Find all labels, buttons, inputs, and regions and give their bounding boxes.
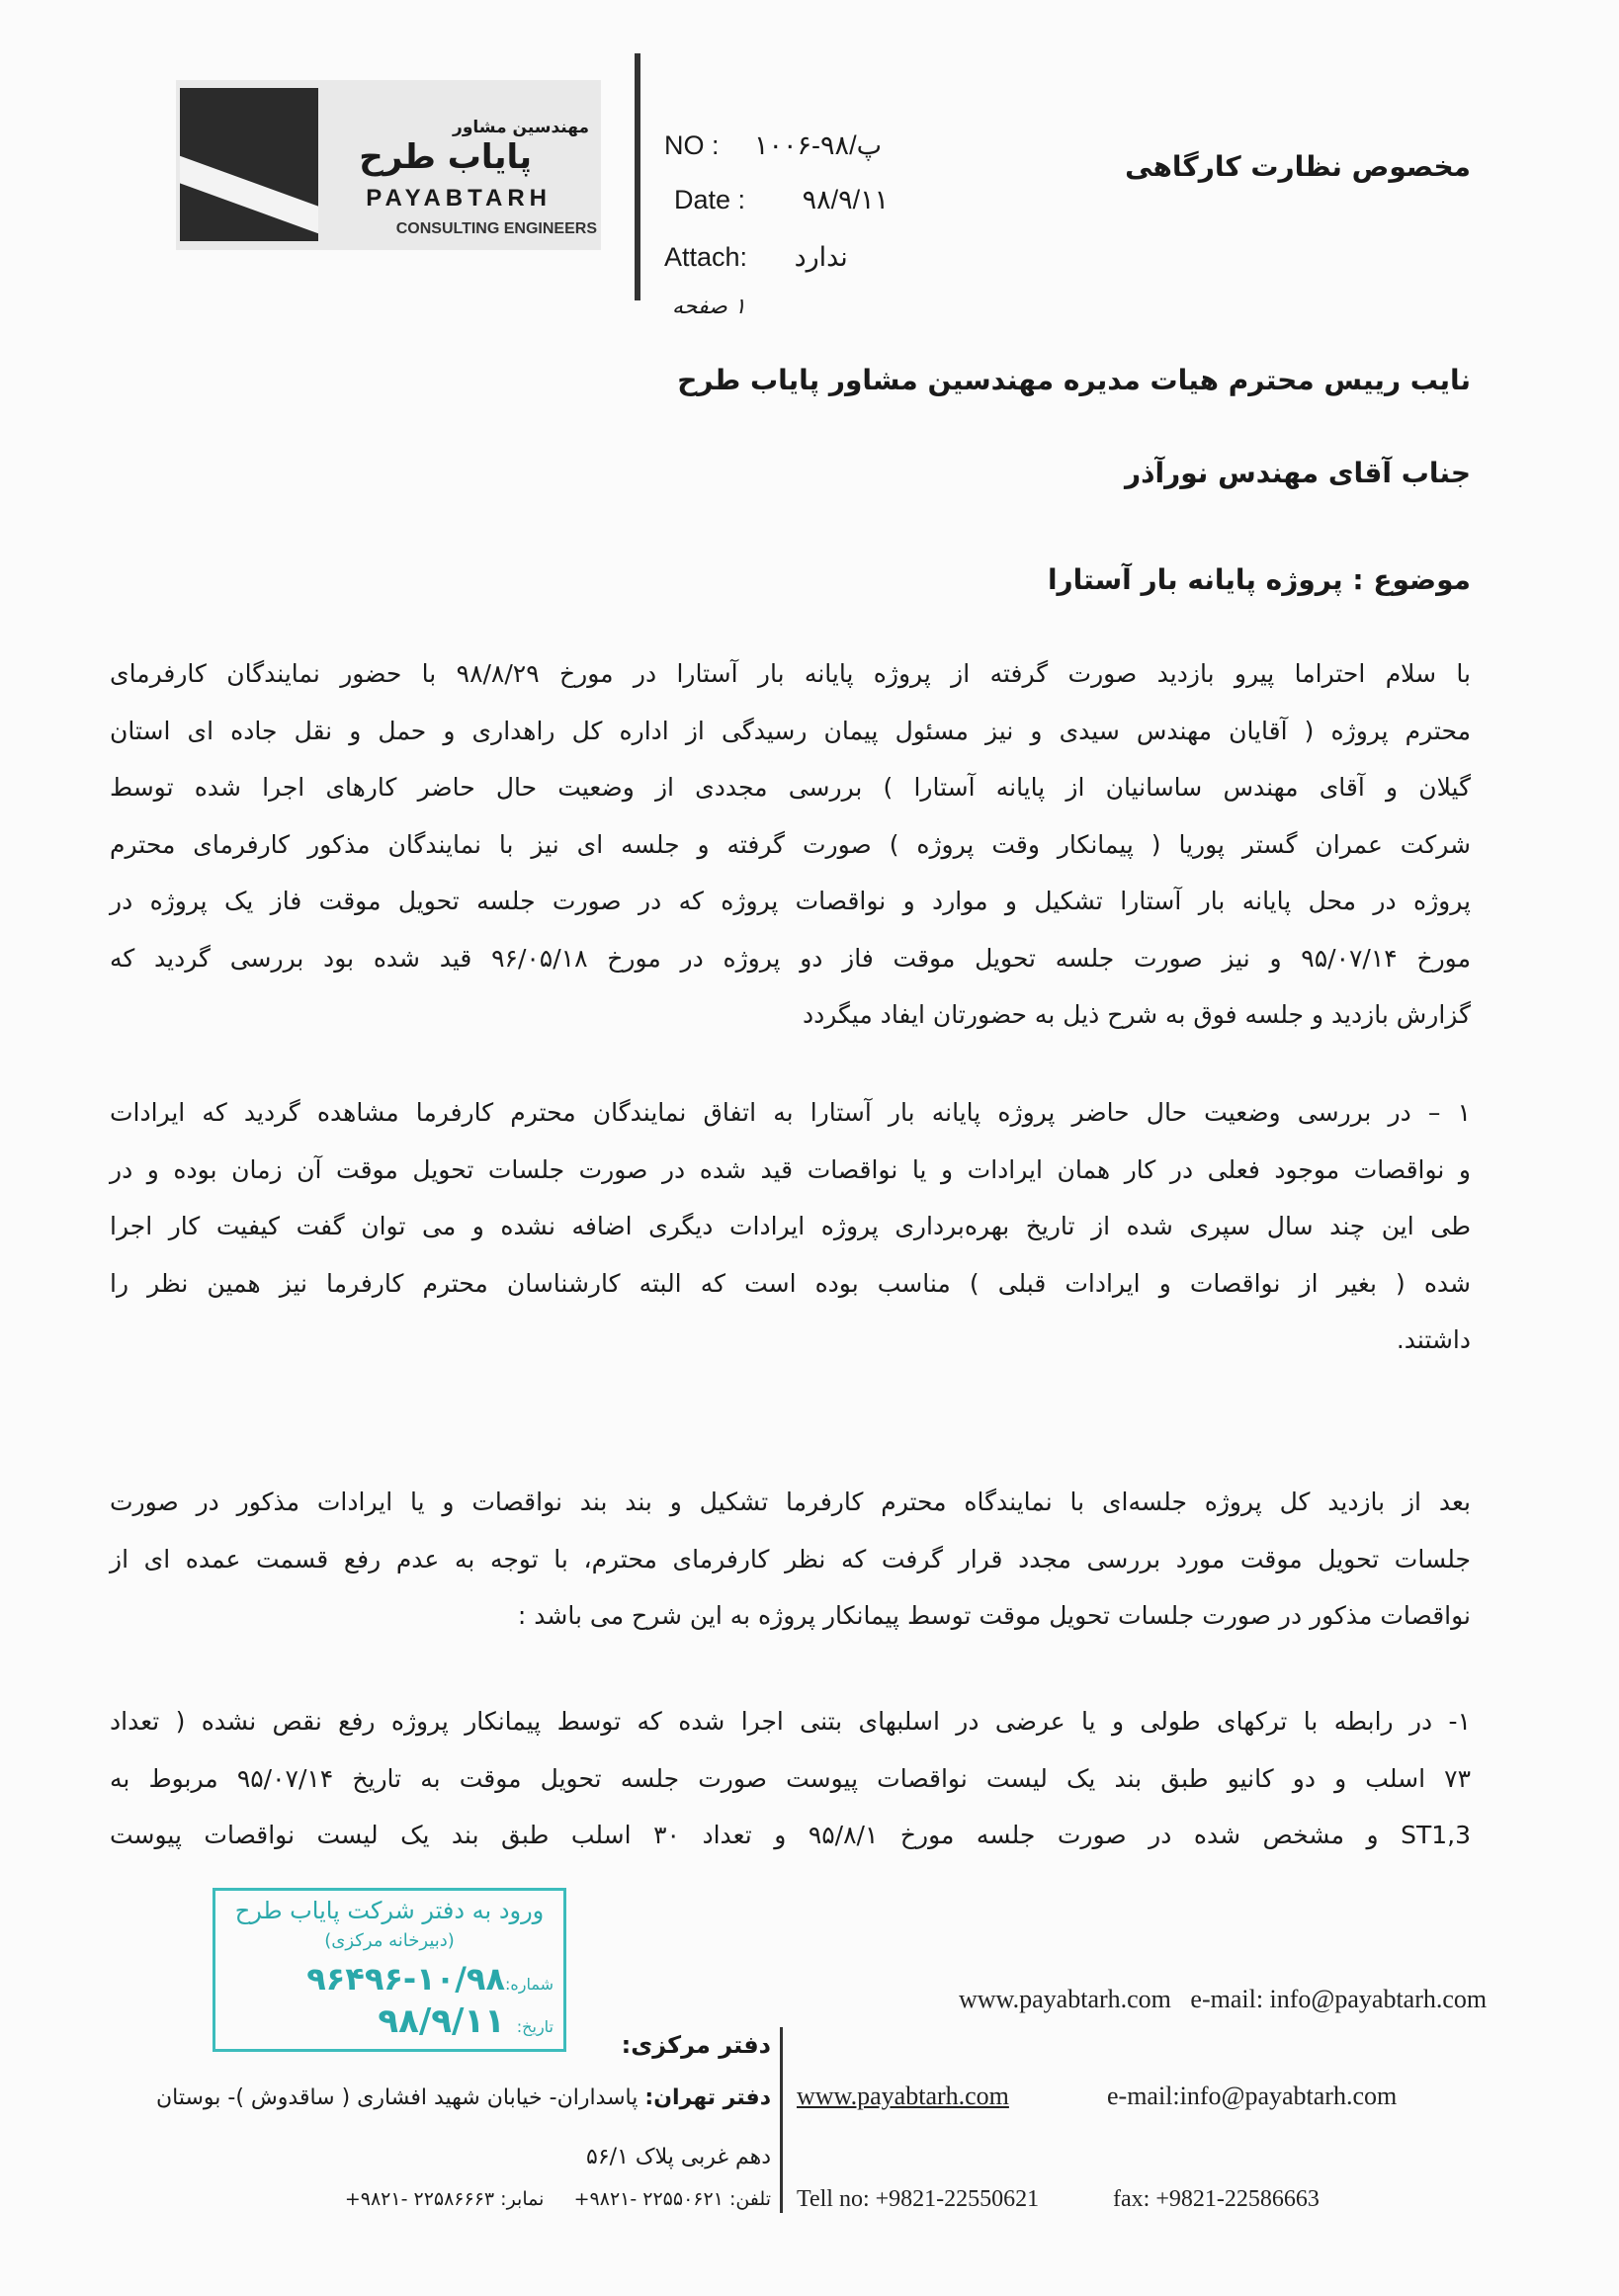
footer-web-top[interactable]: www.payabtarh.com: [959, 1985, 1171, 2013]
header-divider: [635, 53, 640, 300]
body-line: جلسات تحویل موقت مورد بررسی مجدد قرار گرفت که نظر کارفرمای محترم، با توجه به عدم رفع قسمت عمده ای از: [110, 1544, 1471, 1573]
company-logo: [176, 80, 601, 250]
recipient-line-1: نایب رییس محترم هیات مدیره مهندسین مشاور پایاب طرح: [677, 364, 1471, 396]
logo-en-sub: CONSULTING ENGINEERS: [395, 220, 597, 237]
footer-divider: [780, 2027, 783, 2213]
body-line: ۷۳ اسلب و دو کانیو طبق بند یک لیست نواقصات پیوست صورت جلسه تحویل موقت به تاریخ ۹۵/۰۷/۱۴ مربوط به: [110, 1763, 1471, 1793]
body-line: ST1,3 و مشخص شده در صورت جلسه مورخ ۹۵/۸/۱ و تعداد ۳۰ اسلب طبق بند یک لیست نواقصات پیوست: [110, 1821, 1472, 1849]
footer-email-top[interactable]: e-mail: info@payabtarh.com: [1190, 1985, 1488, 2013]
letter-date: Date : ۹۸/۹/۱۱: [674, 185, 890, 214]
body-line: طی این چند سال سپری شده از تاریخ بهره‌برداری پروژه ایرادات دیگری اضافه نشده و می توان گفت کیفیت کار اجرا: [110, 1212, 1471, 1240]
address-line-2: دهم غربی پلاک ۵۶/۱: [586, 2145, 771, 2169]
footer-fax: fax: +9821-22586663: [1113, 2186, 1320, 2212]
body-line: ۱ – در بررسی وضعیت حال حاضر پروژه پایانه بار آستارا به اتفاق نمایندگان محترم کارفرما مشاهده گردید که ایرادات: [110, 1098, 1471, 1127]
letter-attachment: Attach: ندارد: [664, 242, 848, 272]
classification: مخصوص نظارت کارگاهی: [1125, 150, 1471, 183]
central-office-label: دفتر مرکزی:: [621, 2031, 771, 2059]
footer-email[interactable]: e-mail:info@payabtarh.com: [1107, 2082, 1398, 2110]
fax-fa: نمابر: ۲۲۵۸۶۶۶۳ -۹۸۲۱+: [344, 2188, 545, 2210]
page-count: ۱ صفحه: [672, 295, 746, 319]
body-line: داشتند.: [1396, 1325, 1471, 1354]
logo-en: PAYABTARH: [366, 185, 552, 212]
stamp-subtitle: (دبیرخانه مرکزی): [324, 1930, 455, 1951]
body-line: شده ( بغیر از نواقصات و ایرادات قبلی ) مناسب بوده است که البته کارشناسان محترم کارفرما نیز همین نظر را: [110, 1268, 1471, 1298]
stamp-date: ۹۸/۹/۱۱: [378, 2001, 505, 2041]
logo-mark: [180, 88, 318, 241]
tehran-office-label: دفتر تهران:: [644, 2085, 771, 2110]
footer-top-contact: [959, 1985, 1487, 2014]
body-line: بعد از بازدید کل پروژه جلسه‌ای با نمایندگاه محترم کارفرما تشکیل و بند بند نواقصات و یا ایرادات مذکور در صورت: [110, 1488, 1471, 1516]
body-line: و نواقصات موجود فعلی در کار همان ایرادات و یا نواقصات قید شده در صورت جلسات تحویل موقت آن زمان بوده و در: [110, 1154, 1471, 1184]
footer-tel: Tell no: +9821-22550621: [797, 2186, 1040, 2212]
body-line: پروژه در محل پایانه بار آستارا تشکیل و موارد و نواقصات پروژه که در صورت جلسه تحویل موقت فاز یک پروژه در: [110, 887, 1471, 915]
phone-fa: تلفن: ۲۲۵۵۰۶۲۱ -۹۸۲۱+: [573, 2188, 771, 2210]
logo-fa-small: مهندسین مشاور: [453, 118, 589, 137]
body-line: نواقصات مذکور در صورت جلسات تحویل موقت توسط پیمانکار پروژه به این شرح می باشد :: [517, 1601, 1471, 1630]
body-line: شرکت عمران گستر پوریا ( پیمانکار وقت پروژه ) صورت گرفته و جلسه ای نیز با نمایندگان مذکور کارفرمای محترم: [110, 829, 1471, 859]
subject: موضوع : پروژه پایانه بار آستارا: [1047, 563, 1471, 596]
letter-number: NO : پ/۹۸-۱۰۰۶: [664, 130, 882, 160]
body-line: ۱- در رابطه با ترکهای طولی و یا عرضی در اسلبهای بتنی اجرا شده که توسط پیمانکار پروژه رفع نقص نشده ( تعداد: [110, 1707, 1471, 1736]
stamp-number-label: شماره:: [504, 1975, 554, 1994]
body-line: محترم پروژه ( آقایان مهندس سیدی و نیز مسئول پیمان رسیدگی از اداره کل راهداری و حمل و نقل جاده ای استان: [110, 716, 1471, 745]
tehran-address: پاسداران- خیابان شهید افشاری ( ساقدوش )- بوستان: [155, 2085, 639, 2110]
body-line: گیلان و آقای مهندس ساسانیان از پایانه آستارا ) بررسی مجددی از وضعیت حال حاضر کارهای اجرا شده توسط: [110, 773, 1471, 802]
stamp-title: ورود به دفتر شرکت پایاب طرح: [234, 1897, 545, 1924]
footer-web[interactable]: www.payabtarh.com: [797, 2082, 1009, 2110]
recipient-line-2: جناب آقای مهندس نورآذر: [1125, 457, 1471, 489]
body-line: گزارش بازدید و جلسه فوق به شرح ذیل به حضورتان ایفاد میگردد: [802, 1000, 1471, 1029]
body-line: با سلام احتراما پیرو بازدید صورت گرفته از پروژه پایانه بار آستارا در مورخ ۹۸/۸/۲۹ با حضور نمایندگان کارفرمای: [110, 659, 1471, 688]
receipt-stamp: [213, 1888, 566, 2052]
logo-fa-big: پایاب طرح: [359, 137, 532, 177]
stamp-number: ۱۰/۹۸-۹۶۴۹۶: [306, 1960, 505, 1998]
stamp-date-label: تاریخ:: [516, 2017, 554, 2036]
body-line: مورخ ۹۵/۰۷/۱۴ و نیز صورت جلسه تحویل موقت فاز دو پروژه در مورخ ۹۶/۰۵/۱۸ قید شده بود بررسی گردید که: [110, 943, 1471, 973]
